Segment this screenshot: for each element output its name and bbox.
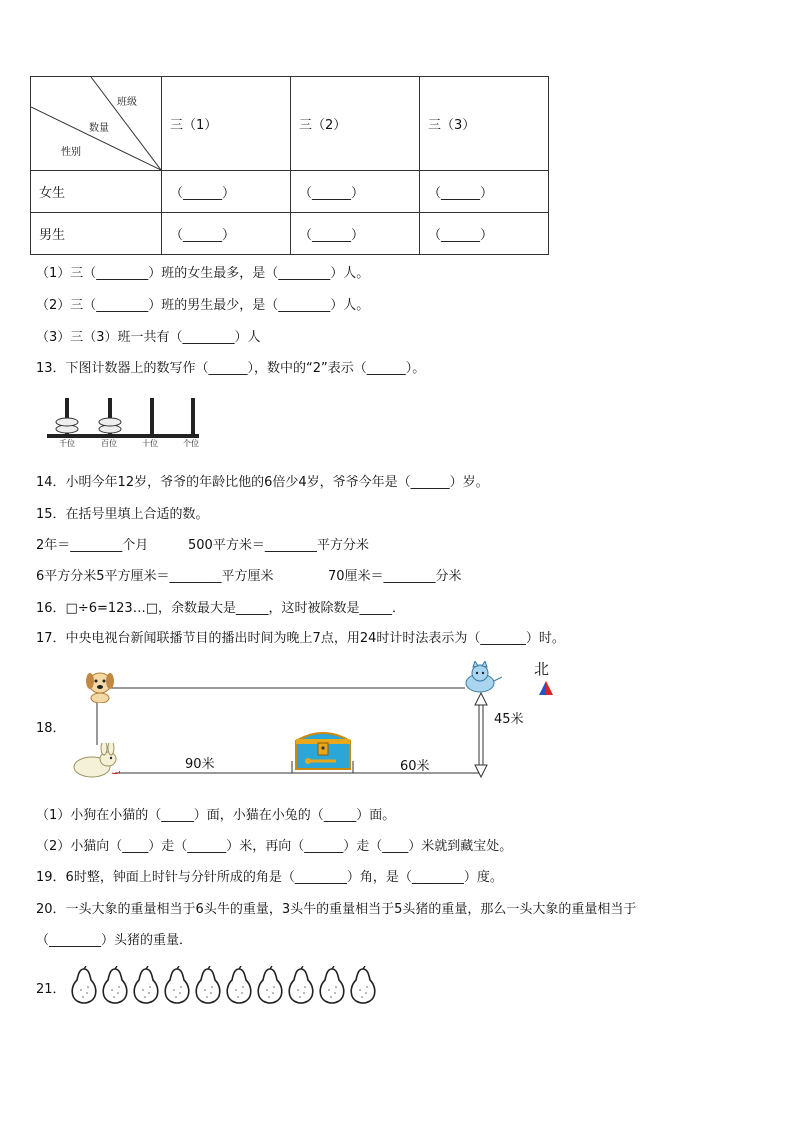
pear-icon <box>347 966 379 1008</box>
q18-sub-2: （2）小猫向（____）走（______）米，再向（______）走（____）米就到藏宝处。 <box>36 839 513 854</box>
north-label: 北 <box>534 660 550 678</box>
abacus <box>45 394 205 450</box>
question-17: 17．中央电视台新闻联播节目的播出时间为晚上7点，用24时计时法表示为（_______）时。 <box>36 631 565 646</box>
corner-qty-label: 数量 <box>89 123 109 134</box>
q18-sub-1: （1）小狗在小猫的（_____）面，小猫在小兔的（_____）面。 <box>36 808 396 823</box>
pear-icon <box>316 966 348 1008</box>
distance-label-45: 45米 <box>494 712 524 727</box>
pear-icon <box>223 966 255 1008</box>
pear-icon <box>192 966 224 1008</box>
pear-row <box>68 966 388 1004</box>
pear-icon <box>130 966 162 1008</box>
question-20-line-1: 20．一头大象的重量相当于6头牛的重量，3头牛的重量相当于5头猪的重量，那么一头大象的重量相当于 <box>36 902 637 917</box>
question-16: 16．□÷6=123…□，余数最大是_____，这时被除数是_____． <box>36 601 405 616</box>
abacus-label: 十位 <box>142 439 158 448</box>
pear-icon <box>254 966 286 1008</box>
question-19: 19．6时整，钟面上时针与分针所成的角是（________）角，是（________）度。 <box>36 870 503 885</box>
rabbit-icon <box>66 743 120 783</box>
q15-sqm-to-sqdm: 500平方米＝________平方分米 <box>188 538 369 553</box>
q15-cm-to-dm: 70厘米＝________分米 <box>328 569 462 584</box>
question-21-number: 21． <box>36 982 66 997</box>
question-15-title: 15．在括号里填上合适的数。 <box>36 507 209 522</box>
distance-label-90: 90米 <box>185 757 215 772</box>
row-label: 女生 <box>31 171 162 213</box>
cat-icon <box>458 661 502 701</box>
pear-icon <box>99 966 131 1008</box>
blank-cell[interactable]: （______） <box>420 213 549 255</box>
question-13: 13．下图计数器上的数写作（______），数中的“2”表示（______）。 <box>36 361 426 376</box>
blank-cell[interactable]: （______） <box>420 171 549 213</box>
table-corner-cell <box>31 77 162 171</box>
blank-cell[interactable]: （______） <box>162 213 291 255</box>
abacus-label: 千位 <box>59 439 75 448</box>
col-header-3: 三（3） <box>420 77 549 171</box>
question-18-number: 18． <box>36 721 66 736</box>
table-row <box>31 213 549 255</box>
pear-icon <box>161 966 193 1008</box>
question-14: 14．小明今年12岁，爷爷的年龄比他的6倍少4岁，爷爷今年是（______）岁。 <box>36 475 489 490</box>
col-header-2: 三（2） <box>291 77 420 171</box>
pear-icon <box>285 966 317 1008</box>
treasure-map <box>60 655 560 785</box>
q12-sub-1: （1）三（________）班的女生最多，是（________）人。 <box>36 266 370 281</box>
table-row <box>31 171 549 213</box>
q12-sub-2: （2）三（________）班的男生最少，是（________）人。 <box>36 298 370 313</box>
abacus-label: 个位 <box>183 439 199 448</box>
blank-cell[interactable]: （______） <box>291 213 420 255</box>
distance-label-60: 60米 <box>400 759 430 774</box>
class-table <box>30 76 549 255</box>
corner-class-label: 班级 <box>117 97 137 108</box>
question-20-line-2: （________）头猪的重量． <box>36 933 193 948</box>
abacus-label: 百位 <box>101 439 117 448</box>
col-header-1: 三（1） <box>162 77 291 171</box>
q15-years-to-months: 2年＝________个月 <box>36 538 149 553</box>
pear-icon <box>68 966 100 1008</box>
dog-icon <box>82 667 118 707</box>
blank-cell[interactable]: （______） <box>291 171 420 213</box>
row-label: 男生 <box>31 213 162 255</box>
north-arrow-icon <box>539 681 553 699</box>
q12-sub-3: （3）三（3）班一共有（________）人 <box>36 330 261 345</box>
q15-sqdm-to-sqcm: 6平方分米5平方厘米＝________平方厘米 <box>36 569 274 584</box>
treasure-chest-icon <box>294 727 352 775</box>
blank-cell[interactable]: （______） <box>162 171 291 213</box>
corner-gender-label: 性别 <box>61 147 81 158</box>
